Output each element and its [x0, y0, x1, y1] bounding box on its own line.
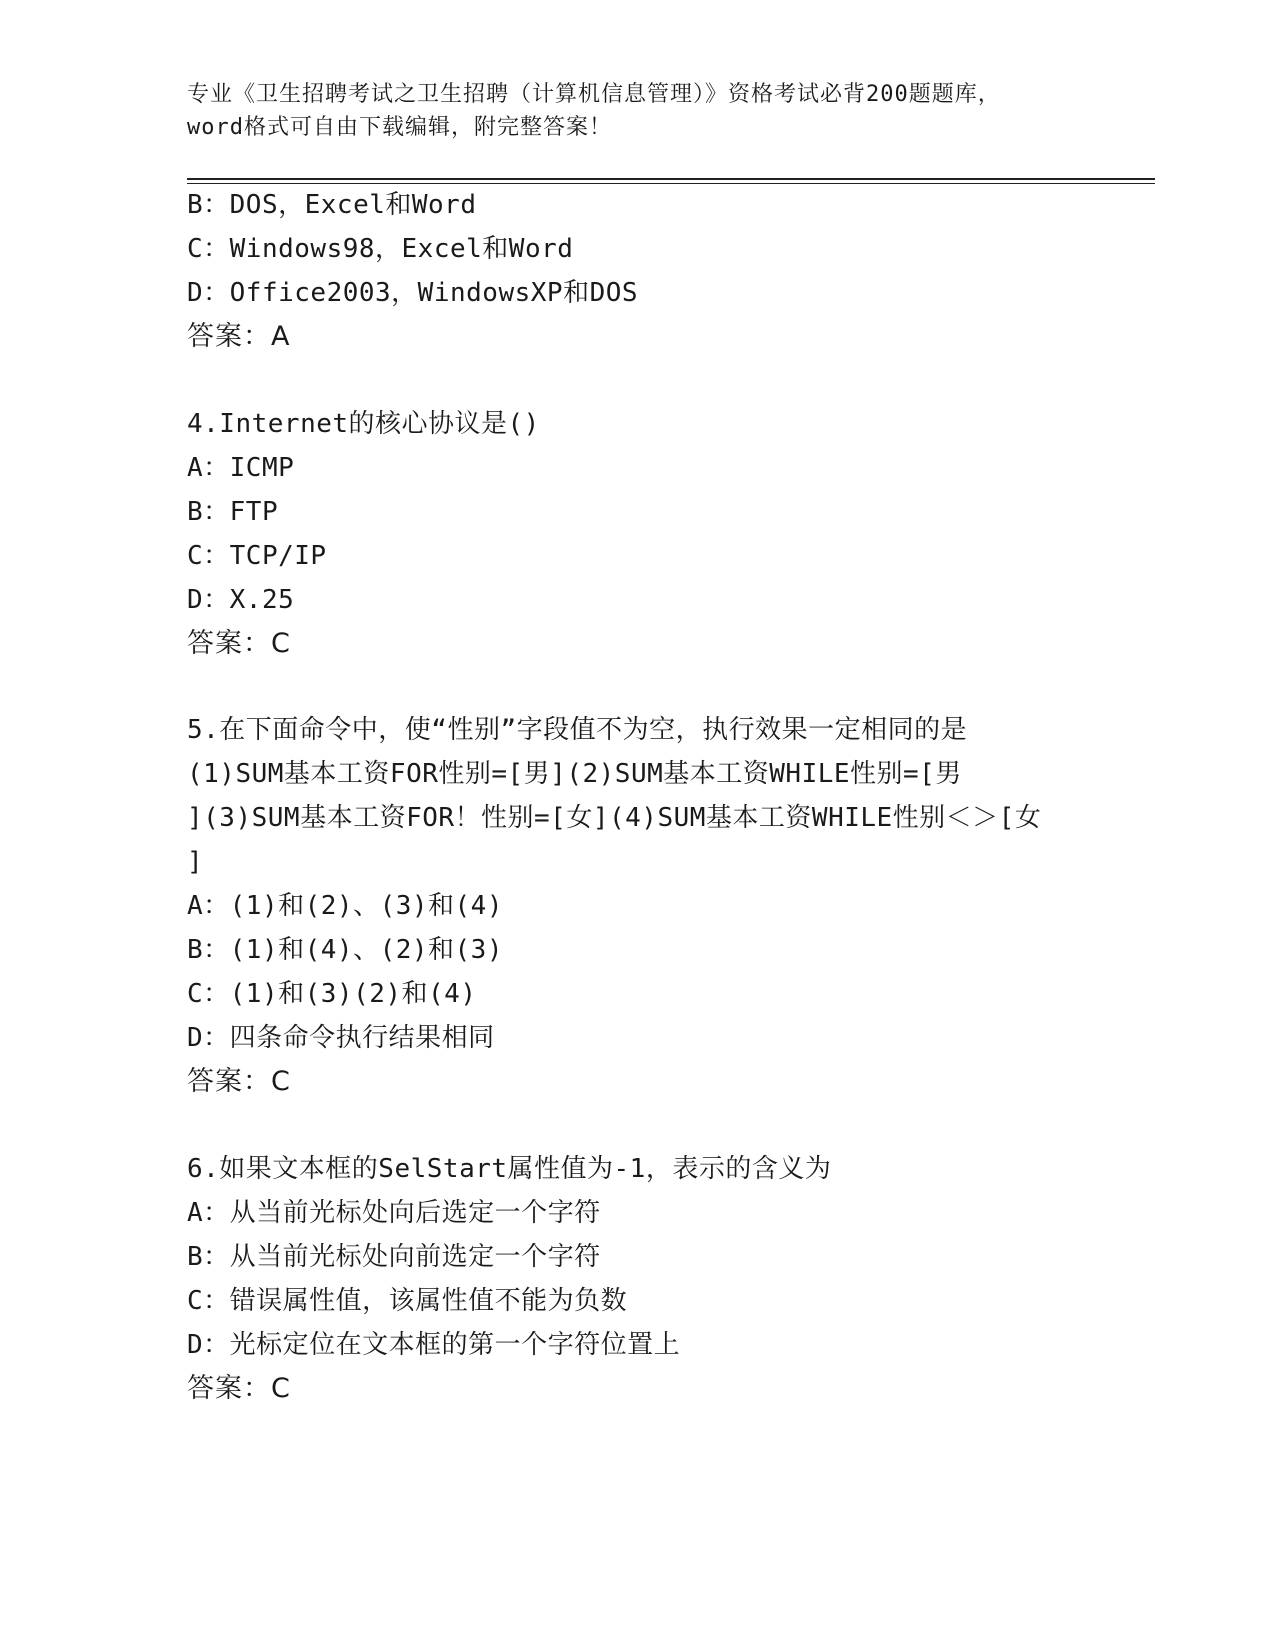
- q3-option-d: D：Office2003，WindowsXP和DOS: [187, 278, 639, 308]
- q4-question: 4.Internet的核心协议是(): [187, 409, 540, 439]
- q5-question-line-1: 5.在下面命令中，使“性别”字段值不为空，执行效果一定相同的是: [187, 715, 968, 745]
- q5-question-line-4: ]: [187, 847, 204, 877]
- q5-question-line-2: (1)SUM基本工资FOR性别=[男](2)SUM基本工资WHILE性别=[男: [187, 759, 962, 789]
- header-divider-thick: [187, 178, 1155, 180]
- q3-option-b: B：DOS，Excel和Word: [187, 190, 477, 220]
- q4-option-d: D：X.25: [187, 585, 295, 615]
- q5-question-line-3: ](3)SUM基本工资FOR！性别=[女](4)SUM基本工资WHILE性别＜＞[女: [187, 803, 1042, 833]
- q6-option-d: D：光标定位在文本框的第一个字符位置上: [187, 1330, 681, 1360]
- q4-answer: 答案：C: [187, 628, 291, 659]
- q4-option-c: C：TCP/IP: [187, 541, 327, 571]
- q6-answer: 答案：C: [187, 1373, 291, 1404]
- q3-option-c: C：Windows98，Excel和Word: [187, 234, 574, 264]
- q5-option-c: C：(1)和(3)(2)和(4): [187, 979, 477, 1009]
- q6-option-c: C：错误属性值，该属性值不能为负数: [187, 1286, 628, 1316]
- q6-question: 6.如果文本框的SelStart属性值为-1，表示的含义为: [187, 1154, 832, 1184]
- q5-option-d: D：四条命令执行结果相同: [187, 1023, 495, 1053]
- q5-option-b: B：(1)和(4)、(2)和(3): [187, 935, 503, 965]
- q5-answer: 答案：C: [187, 1066, 291, 1097]
- header-divider-thin: [187, 183, 1155, 184]
- header-title-line-2: word格式可自由下载编辑，附完整答案！: [187, 115, 612, 140]
- q6-option-b: B：从当前光标处向前选定一个字符: [187, 1242, 601, 1272]
- q3-answer: 答案：A: [187, 321, 291, 352]
- q4-option-b: B：FTP: [187, 497, 279, 527]
- q5-option-a: A：(1)和(2)、(3)和(4): [187, 891, 503, 921]
- q4-option-a: A：ICMP: [187, 453, 295, 483]
- q6-option-a: A：从当前光标处向后选定一个字符: [187, 1198, 601, 1228]
- header-title-line-1: 专业《卫生招聘考试之卫生招聘（计算机信息管理）》资格考试必背200题题库，: [187, 82, 1001, 107]
